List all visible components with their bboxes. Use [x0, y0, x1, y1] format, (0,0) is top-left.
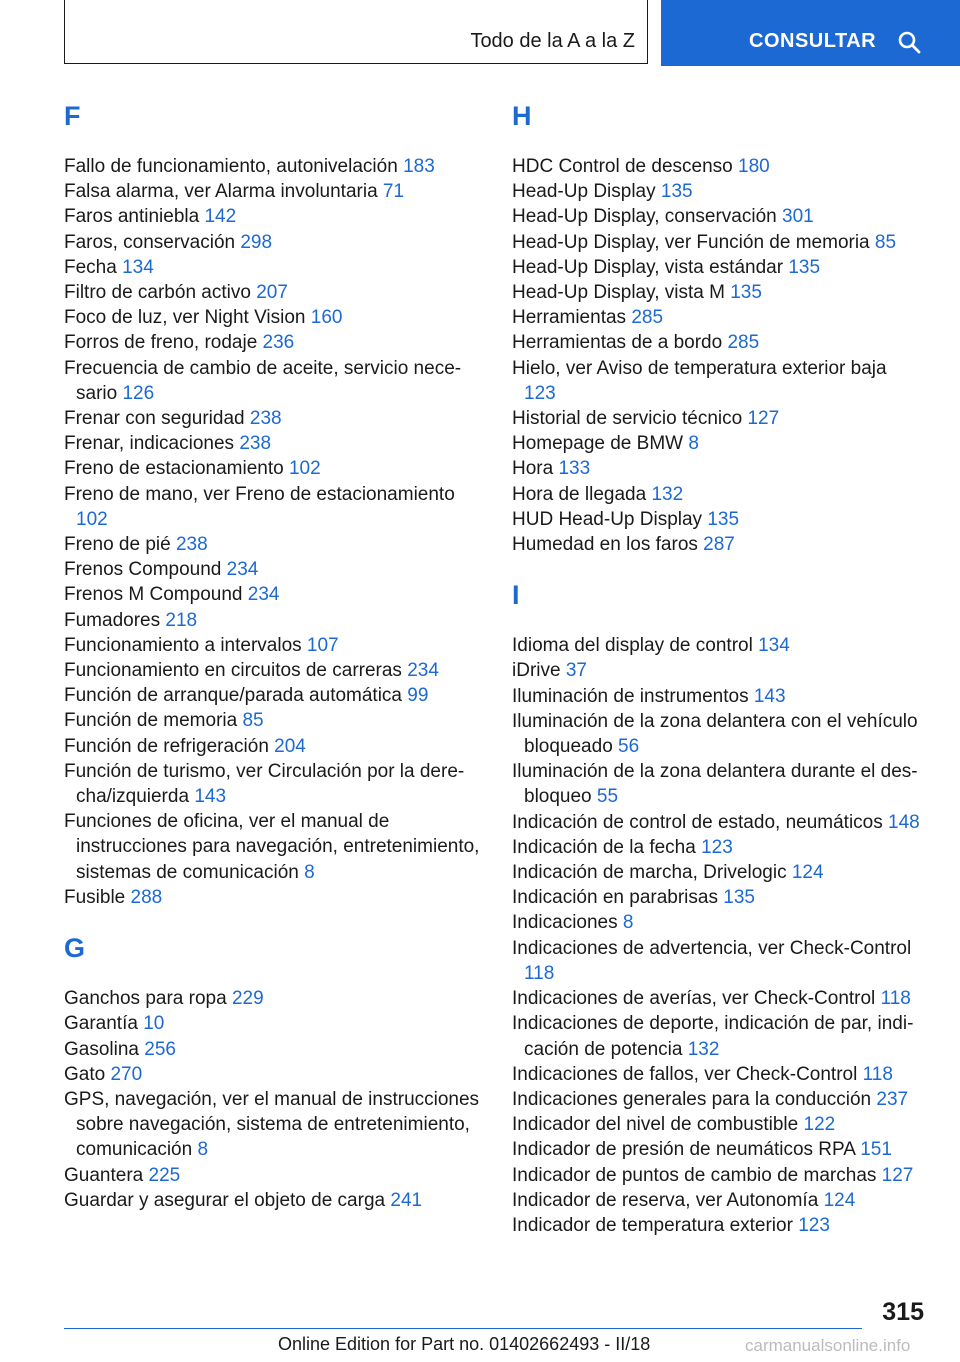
entry-text: HDC Control de descenso	[512, 156, 733, 177]
entry-page-link[interactable]: 123	[524, 382, 556, 404]
entry-text: Historial de servicio técnico	[512, 408, 743, 430]
entry-text: Guantera	[64, 1164, 144, 1186]
index-entry	[64, 532, 484, 557]
consult-button[interactable]	[661, 0, 960, 66]
entry-page-link[interactable]: 124	[823, 1189, 856, 1211]
entry-page-link[interactable]: 99	[407, 685, 429, 707]
entry-text: Iluminación de la zona delantera con el vehículo bloqueado	[512, 710, 918, 758]
index-entry	[64, 456, 484, 481]
entry-text: Indicador de presión de neumáticos RPA	[512, 1139, 855, 1161]
index-entry	[64, 230, 484, 255]
entry-text: Indicaciones	[512, 912, 618, 934]
index-entry	[64, 406, 484, 431]
index-entry	[64, 734, 484, 759]
index-section	[64, 100, 484, 910]
index-entry	[64, 305, 484, 330]
index-entry	[64, 179, 484, 204]
index-entry	[512, 1011, 922, 1061]
index-entry	[512, 204, 922, 229]
entry-text: Herramientas de a bordo	[512, 332, 723, 354]
entry-page-link[interactable]: 143	[194, 786, 227, 808]
index-entry	[512, 709, 922, 759]
index-entry	[64, 683, 484, 708]
entry-page-link[interactable]: 85	[242, 710, 264, 732]
entry-text: Indicador de reserva, ver Autonomía	[512, 1189, 819, 1211]
entry-text: Faros antiniebla	[64, 206, 200, 228]
consult-label: CONSULTAR	[749, 30, 877, 52]
entry-page-link[interactable]: 135	[788, 256, 821, 278]
entry-page-link[interactable]: 135	[723, 887, 755, 909]
index-entry	[512, 330, 922, 355]
entry-text: Indicación de la fecha	[512, 836, 696, 858]
entry-text: Head-Up Display, conservación	[512, 206, 777, 228]
entry-page-link[interactable]: 123	[701, 836, 733, 858]
entry-page-link[interactable]: 134	[122, 256, 154, 278]
entry-text: Función de turismo, ver Circulación por la derecha/izquierda	[64, 760, 465, 808]
index-entry	[64, 658, 484, 683]
index-entry	[512, 507, 922, 532]
entry-page-link[interactable]: 180	[738, 156, 770, 177]
index-entry	[64, 1011, 484, 1036]
entry-text: Head-Up Display, ver Función de memoria	[512, 231, 870, 253]
entry-page-link[interactable]: 288	[130, 886, 163, 908]
entry-page-link[interactable]: 148	[888, 811, 920, 833]
entry-page-link[interactable]: 270	[110, 1063, 143, 1085]
entry-text: Iluminación de instrumentos	[512, 685, 749, 707]
index-entry	[64, 431, 484, 456]
entry-page-link[interactable]: 238	[175, 534, 208, 556]
index-entry	[512, 810, 922, 835]
index-entry	[512, 1087, 922, 1112]
entry-page-link[interactable]: 218	[165, 609, 198, 631]
edition-note: Online Edition for Part no. 01402662493 - II/18	[278, 1334, 651, 1354]
section-tab	[64, 0, 648, 64]
index-entry	[512, 1188, 922, 1213]
entry-page-link[interactable]: 160	[310, 307, 343, 329]
entry-page-link[interactable]: 143	[753, 685, 786, 707]
entry-page-link[interactable]: 238	[249, 408, 282, 430]
entry-text: Ganchos para ropa	[64, 988, 227, 1010]
index-entry	[64, 1163, 484, 1188]
index-entry	[64, 356, 484, 406]
entry-text: Head-Up Display, vista M	[512, 282, 725, 304]
entry-text: Indicación en parabrisas	[512, 887, 718, 909]
index-entry	[64, 708, 484, 733]
entry-page-link[interactable]: 102	[288, 458, 321, 480]
entry-text: Forros de freno, rodaje	[64, 332, 258, 354]
entry-text: Faros, conservación	[64, 231, 236, 253]
index-entry	[64, 482, 484, 532]
entry-text: Fecha	[64, 256, 117, 278]
index-section	[512, 100, 922, 557]
entry-text: Hielo, ver Aviso de temperatura exterior baja	[512, 357, 887, 379]
index-entry	[512, 910, 922, 935]
section-letter: G	[64, 933, 86, 964]
entry-page-link[interactable]: 301	[782, 206, 814, 228]
index-entry	[64, 1062, 484, 1087]
index-entry	[64, 759, 484, 809]
index-entry	[64, 582, 484, 607]
entry-page-link[interactable]: 135	[707, 508, 740, 530]
entry-text: Indicaciones generales para la conducción	[512, 1088, 872, 1110]
entry-page-link[interactable]: 118	[524, 962, 555, 984]
search-icon	[897, 30, 921, 54]
entry-page-link[interactable]: 207	[256, 282, 288, 304]
page-number: 315	[882, 1298, 924, 1326]
index-entry	[512, 1112, 922, 1137]
entry-text: Función de refrigeración	[64, 735, 269, 757]
entry-text: Iluminación de la zona delantera durante el desbloqueo	[512, 761, 918, 808]
entry-text: Guardar y asegurar el objeto de carga	[64, 1189, 386, 1211]
index-entry	[64, 1037, 484, 1062]
entry-text: Frecuencia de cambio de aceite, servicio necesario	[64, 357, 462, 404]
index-entry	[512, 658, 922, 683]
entry-page-link[interactable]: 124	[791, 862, 824, 884]
entry-page-link[interactable]: 8	[304, 861, 315, 883]
entry-page-link[interactable]: 56	[618, 736, 640, 758]
entry-text: Garantía	[64, 1013, 138, 1035]
entry-page-link[interactable]: 256	[144, 1038, 176, 1060]
entry-page-link[interactable]: 127	[747, 408, 780, 430]
watermark-brand: carmanualsonline.info	[745, 1336, 911, 1355]
index-entry	[512, 1137, 922, 1162]
entry-text: Freno de mano, ver Freno de estacionamiento	[64, 483, 455, 505]
entry-text: Frenar con seguridad	[64, 408, 245, 430]
entry-text: Frenar, indicaciones	[64, 433, 235, 455]
index-entry	[512, 885, 922, 910]
entry-page-link[interactable]: 55	[596, 786, 619, 808]
index-entry	[64, 330, 484, 355]
index-entry	[64, 1087, 484, 1163]
index-entry	[512, 406, 922, 431]
entry-text: Función de arranque/parada automática	[64, 685, 403, 707]
entry-page-link[interactable]: 8	[197, 1139, 209, 1161]
entry-page-link[interactable]: 107	[306, 634, 339, 656]
index-entry	[64, 1188, 484, 1213]
index-entry	[512, 456, 922, 481]
entry-text: Freno de estacionamiento	[64, 458, 284, 480]
entry-page-link[interactable]: 10	[143, 1013, 165, 1035]
entry-page-link[interactable]: 225	[148, 1164, 181, 1186]
index-entry	[512, 431, 922, 456]
entry-text: Indicador del nivel de combustible	[512, 1114, 799, 1136]
entry-page-link[interactable]: 183	[403, 156, 435, 177]
index-entry	[512, 633, 922, 658]
entry-text: Indicaciones de deporte, indicación de par, indicación de potencia	[512, 1013, 914, 1060]
index-entry	[64, 885, 484, 910]
entry-page-link[interactable]: 234	[247, 584, 280, 606]
entry-page-link[interactable]: 71	[382, 181, 405, 203]
entry-text: HUD Head-Up Display	[512, 508, 703, 530]
entry-text: Frenos Compound	[64, 559, 222, 581]
entry-text: Herramientas	[512, 307, 627, 329]
entry-text: Fallo de funcionamiento, autonivelación	[64, 156, 398, 177]
entry-text: Head-Up Display	[512, 181, 656, 203]
entry-page-link[interactable]: 37	[565, 660, 587, 682]
entry-page-link[interactable]: 127	[881, 1164, 914, 1186]
entry-text: Humedad en los faros	[512, 534, 698, 556]
section-tab-title: Todo de la A a la Z	[470, 30, 635, 52]
page-header	[64, 0, 960, 66]
index-entry	[64, 557, 484, 582]
entry-text: Indicaciones de averías, ver Check-Control	[512, 988, 876, 1010]
entry-page-link[interactable]: 298	[240, 231, 273, 253]
index-entry	[64, 633, 484, 658]
index-entry	[512, 759, 922, 809]
entry-page-link[interactable]: 132	[651, 483, 684, 505]
index-entry	[512, 482, 922, 507]
entry-page-link[interactable]: 118	[862, 1063, 893, 1085]
entry-page-link[interactable]: 151	[860, 1139, 892, 1161]
index-entry	[512, 1213, 922, 1238]
entry-text: Falsa alarma, ver Alarma involuntaria	[64, 181, 378, 203]
entry-text: Fusible	[64, 886, 126, 908]
entry-text: Indicaciones de fallos, ver Check-Control	[512, 1063, 858, 1085]
index-entry	[512, 684, 922, 709]
index-entry	[512, 230, 922, 255]
entry-text: Gasolina	[64, 1038, 139, 1060]
section-letter: F	[64, 101, 81, 131]
entry-text: Indicación de control de estado, neumáticos	[512, 811, 883, 833]
entry-text: Frenos M Compound	[64, 584, 243, 606]
entry-text: Foco de luz, ver Night Vision	[64, 307, 306, 329]
entry-page-link[interactable]: 118	[880, 988, 911, 1010]
index-entry	[64, 809, 484, 885]
entry-page-link[interactable]: 133	[558, 458, 591, 480]
entry-page-link[interactable]: 236	[262, 332, 295, 354]
entry-text: Fumadores	[64, 609, 161, 631]
index-entry	[512, 154, 922, 179]
entry-page-link[interactable]: 134	[758, 635, 790, 657]
index-column-right	[512, 100, 922, 1238]
entry-page-link[interactable]: 237	[876, 1088, 909, 1110]
entry-page-link[interactable]: 142	[204, 206, 237, 228]
section-letter: H	[512, 101, 532, 131]
entry-text: Funciones de oficina, ver el manual de instrucciones para navegación, entretenimiento, sistemas de comunicación	[64, 811, 480, 883]
footer-divider	[64, 1328, 862, 1329]
index-entry	[64, 255, 484, 280]
index-entry	[512, 179, 922, 204]
entry-page-link[interactable]: 122	[803, 1114, 836, 1136]
index-entry	[512, 1163, 922, 1188]
entry-text: iDrive	[512, 660, 561, 682]
entry-text: Homepage de BMW	[512, 433, 684, 455]
entry-text: Indicador de temperatura exterior	[512, 1214, 793, 1236]
index-entry	[512, 860, 922, 885]
entry-page-link[interactable]: 132	[687, 1038, 720, 1060]
entry-page-link[interactable]: 126	[122, 382, 155, 404]
entry-text: Funcionamiento a intervalos	[64, 634, 302, 656]
entry-text: Idioma del display de control	[512, 635, 753, 657]
entry-page-link[interactable]: 8	[688, 433, 699, 455]
entry-text: Indicador de puntos de cambio de marchas	[512, 1164, 877, 1186]
index-entry	[64, 280, 484, 305]
entry-page-link[interactable]: 238	[239, 433, 272, 455]
entry-page-link[interactable]: 102	[76, 508, 108, 530]
entry-page-link[interactable]: 285	[631, 307, 664, 329]
index-entry	[512, 532, 922, 557]
index-entry	[512, 280, 922, 305]
index-column-left	[64, 100, 484, 1213]
entry-text: Gato	[64, 1063, 106, 1085]
index-entry	[64, 204, 484, 229]
index-entry	[64, 154, 484, 179]
entry-text: Indicaciones de advertencia, ver Check-Control	[512, 937, 912, 959]
entry-page-link[interactable]: 85	[874, 231, 897, 253]
index-section	[512, 579, 922, 1238]
entry-page-link[interactable]: 285	[727, 332, 760, 354]
section-letter: I	[512, 580, 520, 611]
entry-text: Head-Up Display, vista estándar	[512, 256, 784, 278]
entry-page-link[interactable]: 123	[798, 1214, 830, 1236]
entry-page-link[interactable]: 135	[660, 181, 693, 203]
index-entry	[512, 305, 922, 330]
entry-page-link[interactable]: 229	[231, 988, 264, 1010]
index-entry	[64, 986, 484, 1011]
entry-text: Hora de llegada	[512, 483, 647, 505]
index-section	[64, 932, 484, 1213]
entry-page-link[interactable]: 234	[407, 660, 439, 682]
entry-page-link[interactable]: 204	[274, 735, 306, 757]
index-entry	[512, 835, 922, 860]
index-entry	[512, 1062, 922, 1087]
entry-text: Filtro de carbón activo	[64, 282, 251, 304]
entry-text: Indicación de marcha, Drivelogic	[512, 862, 787, 884]
index-entry	[512, 255, 922, 280]
index-entry	[512, 936, 922, 986]
index-entry	[512, 986, 922, 1011]
entry-page-link[interactable]: 234	[226, 559, 259, 581]
entry-page-link[interactable]: 241	[390, 1189, 423, 1211]
entry-text: Funcionamiento en circuitos de carreras	[64, 660, 402, 682]
entry-page-link[interactable]: 8	[622, 912, 634, 934]
index-entry	[64, 608, 484, 633]
entry-text: Freno de pié	[64, 534, 171, 556]
entry-page-link[interactable]: 135	[730, 282, 762, 304]
index-entry	[512, 356, 922, 406]
entry-text: Hora	[512, 458, 554, 480]
entry-page-link[interactable]: 287	[703, 534, 735, 556]
entry-text: Función de memoria	[64, 710, 238, 732]
entry-text: GPS, navegación, ver el manual de instrucciones sobre navegación, sistema de entretenimiento, comunicación	[64, 1088, 480, 1161]
